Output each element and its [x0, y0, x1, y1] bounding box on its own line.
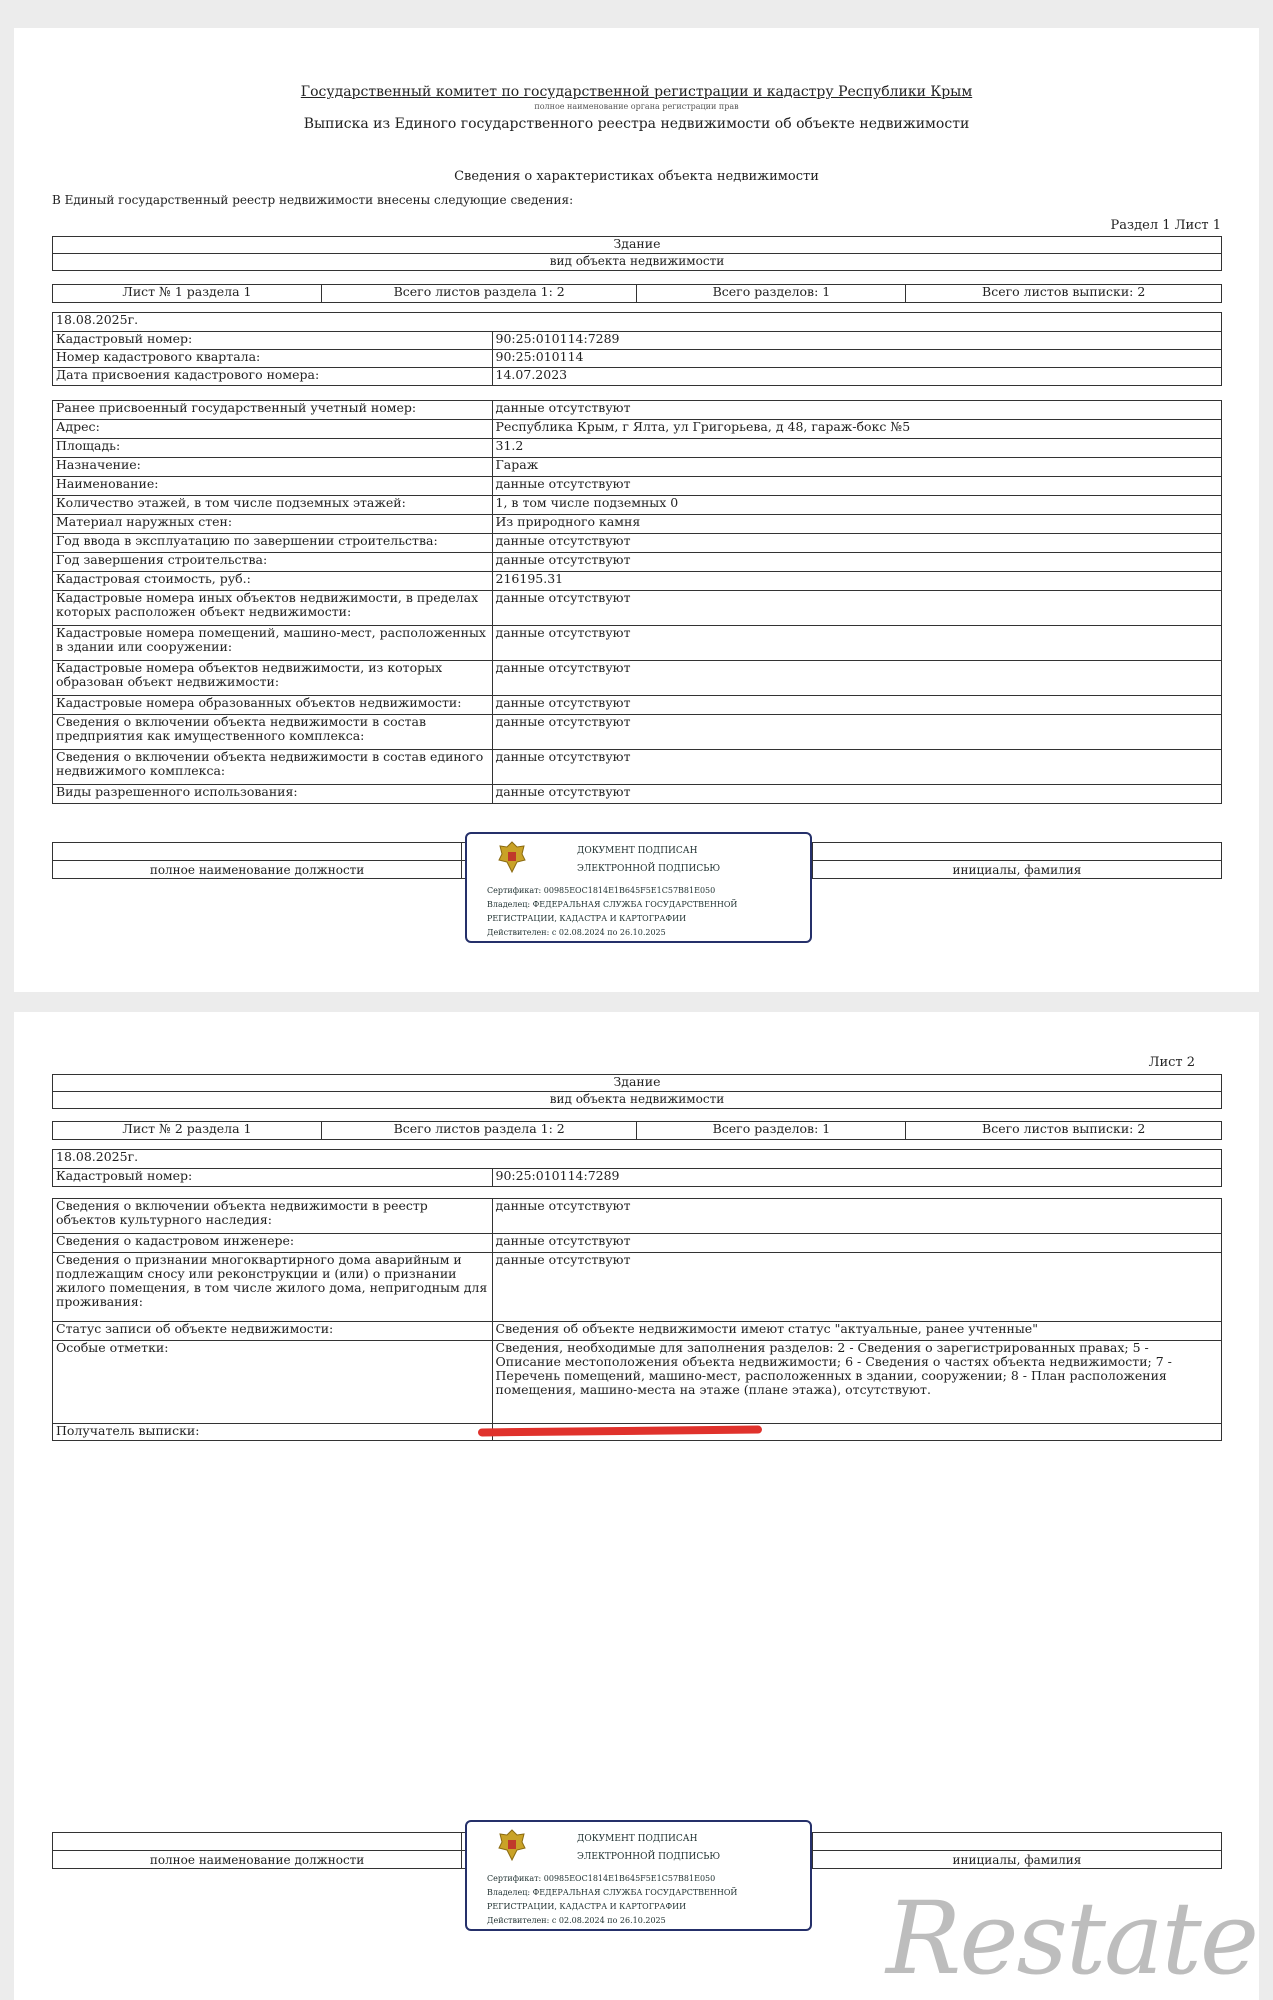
- registration-table: [52, 1149, 1222, 1187]
- agency-caption: полное наименование органа регистрации прав: [534, 102, 739, 111]
- signature-position-caption: полное наименование должности: [53, 861, 462, 879]
- document-title: Выписка из Единого государственного реестра недвижимости об объекте недвижимости: [303, 116, 970, 132]
- field-value: 90:25:010114:7289: [492, 332, 1221, 350]
- field-label: Сведения о включении объекта недвижимости в состав предприятия как имущественного комплекса:: [53, 715, 493, 750]
- sheet-meta-table: [52, 284, 1222, 303]
- object-type-table: [52, 236, 1222, 271]
- meta-cell: Всего разделов: 1: [637, 1122, 906, 1140]
- stamp-line: ЭЛЕКТРОННОЙ ПОДПИСЬЮ: [577, 1852, 721, 1862]
- meta-cell: Лист № 1 раздела 1: [53, 285, 322, 303]
- field-label: Номер кадастрового квартала:: [53, 350, 493, 368]
- stamp-owner-cont: РЕГИСТРАЦИИ, КАДАСТРА И КАРТОГРАФИИ: [487, 1902, 687, 1911]
- field-value: данные отсутствуют: [492, 715, 1221, 750]
- field-label: Назначение:: [53, 458, 493, 477]
- field-value: 14.07.2023: [492, 368, 1221, 386]
- agency-name: Государственный комитет по государственной регистрации и кадастру Республики Крым: [300, 84, 973, 100]
- field-label: Статус записи об объекте недвижимости:: [53, 1322, 493, 1341]
- field-label: Количество этажей, в том числе подземных этажей:: [53, 496, 493, 515]
- meta-cell: Всего листов раздела 1: 2: [321, 285, 637, 303]
- field-value: данные отсутствуют: [492, 553, 1221, 572]
- field-label: Кадастровые номера образованных объектов недвижимости:: [53, 696, 493, 715]
- intro-text: В Единый государственный реестр недвижимости внесены следующие сведения:: [52, 193, 574, 207]
- registration-table: [52, 312, 1222, 386]
- field-value: данные отсутствуют: [492, 1234, 1221, 1253]
- stamp-line: ДОКУМЕНТ ПОДПИСАН: [577, 846, 698, 856]
- field-value: данные отсутствуют: [492, 785, 1221, 804]
- site-watermark: Restate: [886, 1880, 1257, 1997]
- object-type: Здание: [53, 1075, 1222, 1092]
- sheet-meta-table: [52, 1121, 1222, 1140]
- stamp-owner: Владелец: ФЕДЕРАЛЬНАЯ СЛУЖБА ГОСУДАРСТВЕННОЙ: [487, 900, 738, 909]
- field-label: Сведения о признании многоквартирного дома аварийным и подлежащим сносу или реконструкции и (или) о признании жилого помещения, в том числе жилого дома, непригодным для проживания:: [53, 1253, 493, 1322]
- field-label: Адрес:: [53, 420, 493, 439]
- field-value: данные отсутствуют: [492, 750, 1221, 785]
- field-label: Наименование:: [53, 477, 493, 496]
- field-label: Кадастровые номера помещений, машино-мест, расположенных в здании или сооружении:: [53, 626, 493, 661]
- extract-sheet-1: [14, 28, 1259, 992]
- field-value: данные отсутствуют: [492, 534, 1221, 553]
- field-value: Сведения, необходимые для заполнения разделов: 2 - Сведения о зарегистрированных правах; 5 - Описание местоположения объекта недвижимости; 6 - Сведения о частях объекта недвижимости; 7 - Перечень помещений, машино-мест, расположенных в здании, сооружении; 8 - План расположения помещения, машино-места на этаже (плане этажа), отсутствуют.: [492, 1341, 1221, 1424]
- meta-cell: Всего листов раздела 1: 2: [321, 1122, 637, 1140]
- field-value: 90:25:010114:7289: [492, 1169, 1221, 1187]
- object-type-caption: вид объекта недвижимости: [53, 1092, 1222, 1109]
- object-type: Здание: [53, 237, 1222, 254]
- field-label: Дата присвоения кадастрового номера:: [53, 368, 493, 386]
- field-value: данные отсутствуют: [492, 1199, 1221, 1234]
- field-label: Кадастровый номер:: [53, 1169, 493, 1187]
- signature-name-caption: инициалы, фамилия: [812, 861, 1221, 879]
- extract-date: 18.08.2025г.: [53, 313, 1222, 332]
- field-value: Из природного камня: [492, 515, 1221, 534]
- field-label: Сведения о кадастровом инженере:: [53, 1234, 493, 1253]
- stamp-owner: Владелец: ФЕДЕРАЛЬНАЯ СЛУЖБА ГОСУДАРСТВЕННОЙ: [487, 1888, 738, 1897]
- stamp-validity: Действителен: с 02.08.2024 по 26.10.2025: [487, 928, 666, 937]
- field-label: Площадь:: [53, 439, 493, 458]
- stamp-certificate: Сертификат: 00985ЕОС1814Е1В645F5Е1С57В81Е050: [487, 1874, 716, 1883]
- field-value: данные отсутствуют: [492, 626, 1221, 661]
- field-value: 31.2: [492, 439, 1221, 458]
- extract-date: 18.08.2025г.: [53, 1150, 1222, 1169]
- field-value: 216195.31: [492, 572, 1221, 591]
- stamp-line: ДОКУМЕНТ ПОДПИСАН: [577, 1834, 698, 1844]
- stamp-owner-cont: РЕГИСТРАЦИИ, КАДАСТРА И КАРТОГРАФИИ: [487, 914, 687, 923]
- coat-of-arms-icon: [497, 1828, 527, 1862]
- stamp-line: ЭЛЕКТРОННОЙ ПОДПИСЬЮ: [577, 864, 721, 874]
- coat-of-arms-icon: [497, 840, 527, 874]
- characteristics-table: [52, 400, 1222, 804]
- field-label: Кадастровые номера иных объектов недвижимости, в пределах которых расположен объект недвижимости:: [53, 591, 493, 626]
- field-value: Республика Крым, г Ялта, ул Григорьева, д 48, гараж-бокс №5: [492, 420, 1221, 439]
- meta-cell: Всего разделов: 1: [637, 285, 906, 303]
- field-value: 1, в том числе подземных 0: [492, 496, 1221, 515]
- sheet-label: Раздел 1 Лист 1: [1110, 218, 1221, 233]
- field-value: данные отсутствуют: [492, 696, 1221, 715]
- field-label: Ранее присвоенный государственный учетный номер:: [53, 401, 493, 420]
- signature-position-caption: полное наименование должности: [53, 1851, 462, 1869]
- field-value: данные отсутствуют: [492, 1253, 1221, 1322]
- field-label: Особые отметки:: [53, 1341, 493, 1424]
- field-value: данные отсутствуют: [492, 477, 1221, 496]
- field-label: Год завершения строительства:: [53, 553, 493, 572]
- object-type-table: [52, 1074, 1222, 1109]
- field-value: Сведения об объекте недвижимости имеют статус "актуальные, ранее учтенные": [492, 1322, 1221, 1341]
- meta-cell: Всего листов выписки: 2: [906, 1122, 1222, 1140]
- field-label: Год ввода в эксплуатацию по завершении строительства:: [53, 534, 493, 553]
- stamp-validity: Действителен: с 02.08.2024 по 26.10.2025: [487, 1916, 666, 1925]
- field-value: 90:25:010114: [492, 350, 1221, 368]
- details-table: [52, 1198, 1222, 1441]
- field-value: данные отсутствуют: [492, 661, 1221, 696]
- field-value: данные отсутствуют: [492, 401, 1221, 420]
- section-title: Сведения о характеристиках объекта недвижимости: [454, 169, 819, 184]
- field-label: Виды разрешенного использования:: [53, 785, 493, 804]
- field-label: Материал наружных стен:: [53, 515, 493, 534]
- field-label: Кадастровые номера объектов недвижимости, из которых образован объект недвижимости:: [53, 661, 493, 696]
- e-signature-stamp: [465, 832, 812, 943]
- field-label: Получатель выписки:: [53, 1424, 493, 1441]
- extract-sheet-2: [14, 1012, 1259, 2000]
- signature-name-caption: инициалы, фамилия: [812, 1851, 1221, 1869]
- stamp-certificate: Сертификат: 00985ЕОС1814Е1В645F5Е1С57В81Е050: [487, 886, 716, 895]
- meta-cell: Всего листов выписки: 2: [906, 285, 1222, 303]
- field-value: данные отсутствуют: [492, 591, 1221, 626]
- e-signature-stamp: [465, 1820, 812, 1931]
- field-label: Сведения о включении объекта недвижимости в реестр объектов культурного наследия:: [53, 1199, 493, 1234]
- meta-cell: Лист № 2 раздела 1: [53, 1122, 322, 1140]
- sheet-label: Лист 2: [1148, 1055, 1195, 1070]
- field-label: Кадастровый номер:: [53, 332, 493, 350]
- field-value: Гараж: [492, 458, 1221, 477]
- field-label: Сведения о включении объекта недвижимости в состав единого недвижимого комплекса:: [53, 750, 493, 785]
- object-type-caption: вид объекта недвижимости: [53, 254, 1222, 271]
- field-label: Кадастровая стоимость, руб.:: [53, 572, 493, 591]
